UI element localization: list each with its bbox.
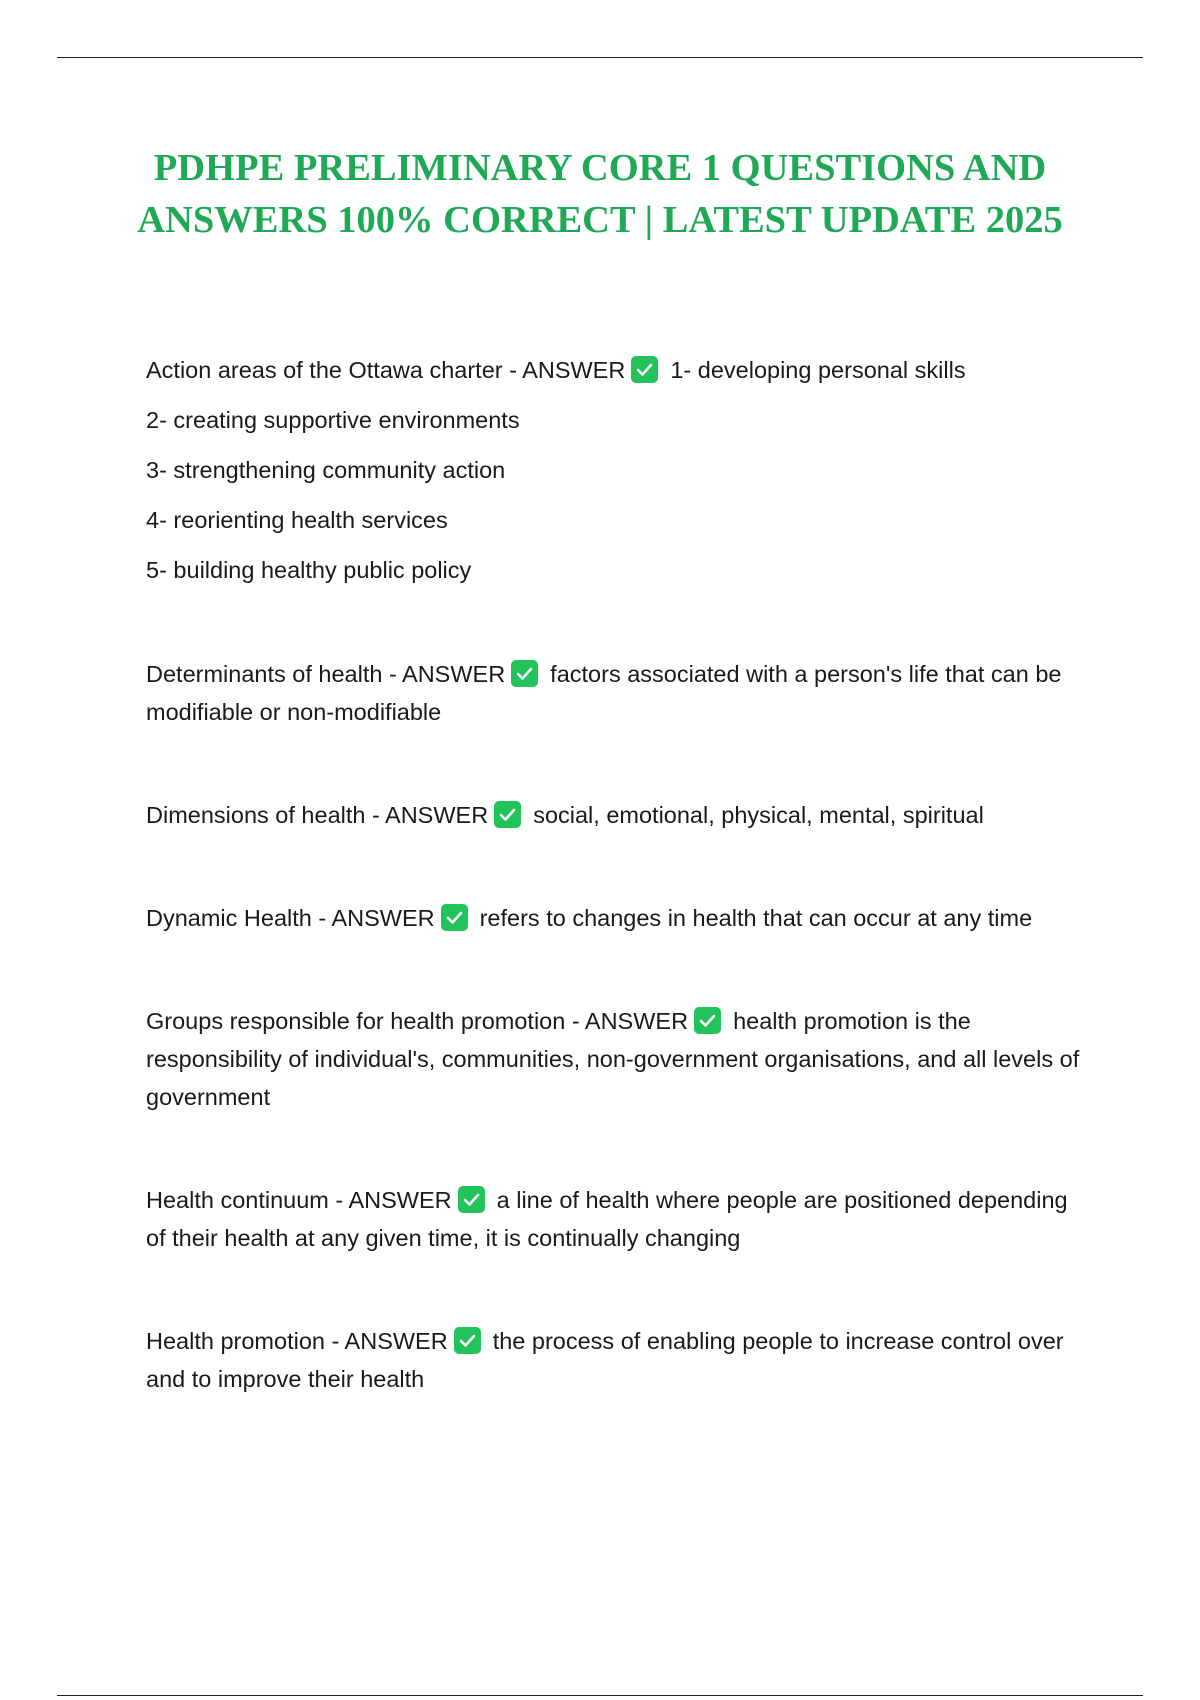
- qa-answer: health promotion is the responsibility of individual's, communities, non-government organisations, and all levels of government: [146, 1008, 1080, 1110]
- qa-answer: refers to changes in health that can occur at any time: [479, 905, 1033, 931]
- document-title: PDHPE PRELIMINARY CORE 1 QUESTIONS AND ANSWERS 100% CORRECT | LATEST UPDATE 2025: [137, 147, 1063, 241]
- qa-term: Determinants of health - ANSWER: [146, 661, 506, 687]
- qa-entry-ottawa-charter: [146, 351, 1086, 589]
- qa-entry-health-continuum: [146, 1181, 1086, 1257]
- qa-answer: social, emotional, physical, mental, spiritual: [533, 802, 984, 828]
- qa-term: Action areas of the Ottawa charter - ANSWER: [146, 357, 626, 383]
- footer-rule: [57, 1695, 1143, 1696]
- check-icon: [494, 801, 521, 828]
- qa-term: Health continuum - ANSWER: [146, 1187, 452, 1213]
- qa-term: Health promotion - ANSWER: [146, 1328, 448, 1354]
- qa-entry-health-promotion: [146, 1322, 1086, 1398]
- qa-term: Dynamic Health - ANSWER: [146, 905, 435, 931]
- list-item: 3- strengthening community action: [146, 457, 506, 483]
- check-icon: [441, 904, 468, 931]
- header-rule: [57, 57, 1143, 58]
- qa-answer: factors associated with a person's life that can be modifiable or non-modifiable: [146, 661, 1062, 725]
- list-item: 2- creating supportive environments: [146, 407, 520, 433]
- qa-answer: a line of health where people are positioned depending of their health at any given time, it is continually changing: [146, 1187, 1068, 1251]
- qa-entry-determinants: [146, 655, 1086, 731]
- check-icon: [694, 1007, 721, 1034]
- check-icon: [454, 1327, 481, 1354]
- list-item: 5- building healthy public policy: [146, 557, 472, 583]
- qa-term: Groups responsible for health promotion - ANSWER: [146, 1008, 689, 1034]
- qa-list: [146, 351, 1086, 1398]
- qa-entry-dynamic-health: [146, 899, 1086, 937]
- qa-answer: the process of enabling people to increase control over and to improve their health: [146, 1328, 1064, 1392]
- qa-term: Dimensions of health - ANSWER: [146, 802, 489, 828]
- list-item: 4- reorienting health services: [146, 507, 448, 533]
- check-icon: [511, 660, 538, 687]
- check-icon: [458, 1186, 485, 1213]
- check-icon: [631, 356, 658, 383]
- qa-entry-groups-responsible: [146, 1002, 1086, 1116]
- qa-entry-dimensions: [146, 796, 1086, 834]
- qa-answer: 1- developing personal skills: [670, 357, 966, 383]
